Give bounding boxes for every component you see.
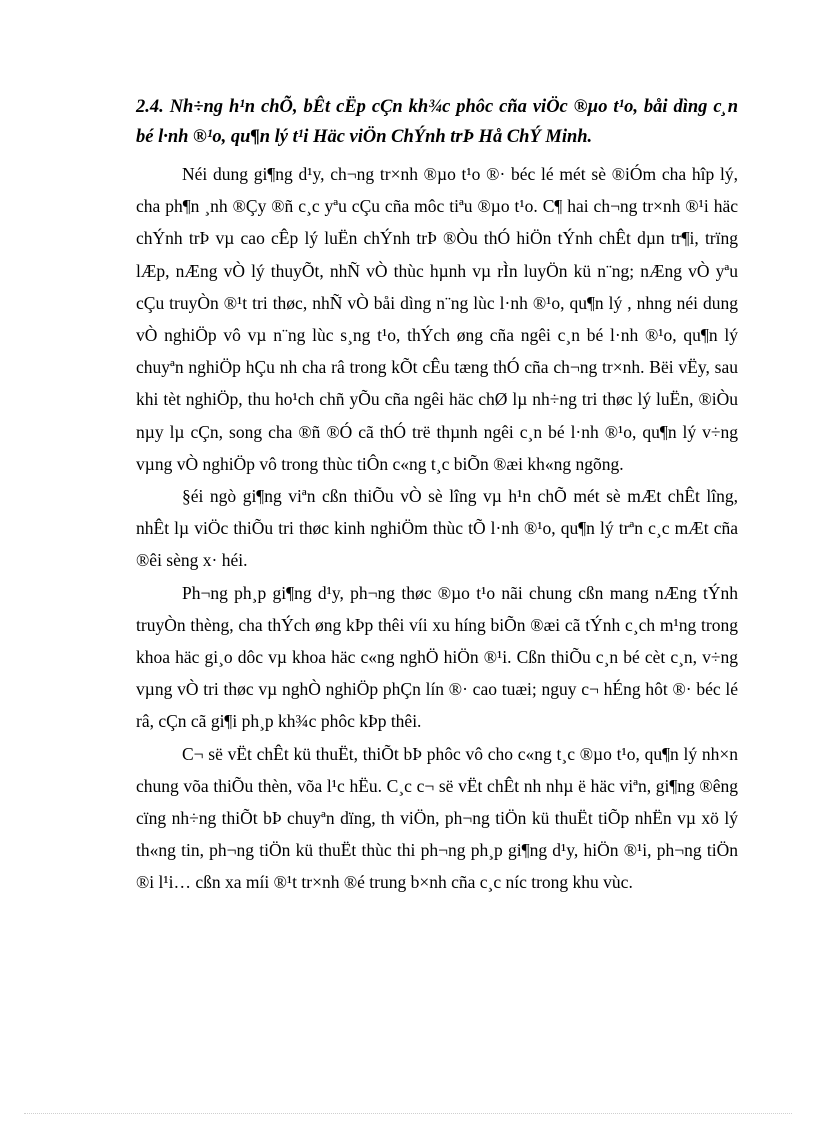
- paragraph-content: Néi dung gi¶ng d¹y, ch¬ng tr×nh ®µo t¹o ®· béc lé mét sè ®iÓm cha hîp lý, cha ph¶n ¸nh ®Çy ®ñ c¸c yªu cÇu cña môc tiªu ®µo t¹o. C¶ hai ch¬ng tr×nh ®¹i häc chÝnh trÞ vµ cao cÊp lý luËn chÝnh trÞ ®Òu thÓ hiÖn tÝnh chÊt dµn tr¶i, trïng lÆp, nÆng vÒ lý thuyÕt, nhÑ vÒ thùc hµnh vµ rÌn luyÖn kü n¨ng; nÆng vÒ yªu cÇu truyÒn ®¹t tri thøc, nhÑ vÒ båi dìng n¨ng lùc l·nh ®¹o, qu¶n lý , nhng néi dung vÒ nghiÖp vô vµ n¨ng lùc s¸ng t¹o, thÝch øng cña ngêi c¸n bé l·nh ®¹o, qu¶n lý chuyªn nghiÖp hÇu nh cha râ trong kÕt cÊu tæng thÓ cña ch¬ng tr×nh. Bëi vËy, sau khi tèt nghiÖp, thu ho¹ch chñ yÕu cña ngêi häc chØ lµ nh÷ng tri thøc lý luËn, ®iÒu nµy lµ cÇn, song cha ®ñ ®Ó cã thÓ trë thµnh ngêi c¸n bé l·nh ®¹o, qu¶n lý v÷ng vµng vÒ nghiÖp vô trong thùc tiÔn c«ng t¸c biÕn ®æi kh«ng ngõng.: [136, 164, 738, 474]
- section-heading: 2.4. Nh÷ng h¹n chÕ, bÊt cËp cÇn kh¾c phôc cña viÖc ®µo t¹o, båi dìng c¸n bé l·nh ®¹o, qu¶n lý t¹i Häc viÖn ChÝnh trÞ Hå ChÝ Minh.: [136, 97, 738, 147]
- page-bottom-divider: [24, 1113, 792, 1114]
- paragraph-facilities: C¬ së vËt chÊt kü thuËt, thiÕt bÞ phôc vô cho c«ng t¸c ®µo t¹o, qu¶n lý nh×n chung võa thiÕu thèn, võa l¹c hËu. C¸c c¬ së vËt chÊt nh nhµ ë häc viªn, gi¶ng ®êng cïng nh÷ng thiÕt bÞ chuyªn dïng, th viÖn, ph¬ng tiÖn kü thuËt tiÕp nhËn vµ xö lý th«ng tin, ph¬ng tiÖn kü thuËt thùc thi ph¬ng ph¸p gi¶ng d¹y, hiÖn ®¹i, ph¬ng tiÖn ®i l¹i… cßn xa míi ®¹t tr×nh ®é trung b×nh cña c¸c níc trong khu vùc.: [136, 743, 738, 893]
- paragraph-methods: Ph¬ng ph¸p gi¶ng d¹y, ph¬ng thøc ®µo t¹o nãi chung cßn mang nÆng tÝnh truyÒn thèng, cha thÝch øng kÞp thêi víi xu híng biÕn ®æi cã tÝnh c¸ch m¹ng trong khoa häc gi¸o dôc vµ khoa häc c«ng nghÖ hiÖn ®¹i. Cßn thiÕu c¸n bé cèt c¸n, v÷ng vµng vÒ tri thøc vµ nghÒ nghiÖp phÇn lín ®· cao tuæi; nguy c¬ hÉng hôt ®· béc lé râ, cÇn cã gi¶i ph¸p kh¾c phôc kÞp thêi.: [136, 582, 738, 732]
- paragraph-faculty: §éi ngò gi¶ng viªn cßn thiÕu vÒ sè lîng vµ h¹n chÕ mét sè mÆt chÊt lîng, nhÊt lµ viÖc thiÕu tri thøc kinh nghiÖm thùc tÕ l·nh ®¹o, qu¶n lý trªn c¸c mÆt cña ®êi sèng x· héi.: [136, 486, 738, 571]
- document-page: [136, 92, 738, 899]
